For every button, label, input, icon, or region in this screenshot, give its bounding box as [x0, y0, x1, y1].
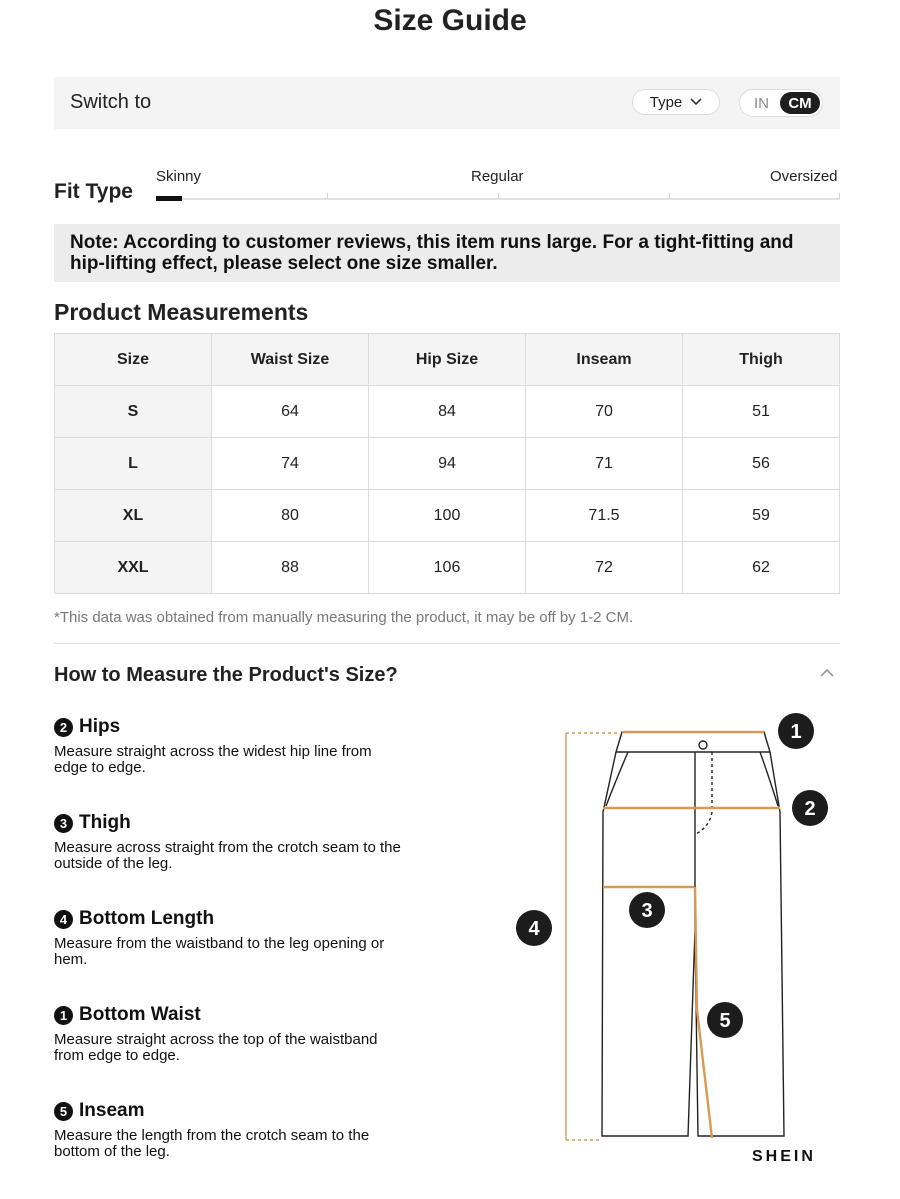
measurements-table: [54, 333, 840, 594]
header-waist: Waist Size: [212, 334, 369, 386]
size-cell: L: [55, 438, 212, 490]
hip-cell: 100: [369, 490, 526, 542]
left-pocket: [606, 752, 628, 806]
hip-cell: 84: [369, 386, 526, 438]
header-size: Size: [55, 334, 212, 386]
table-row: [55, 490, 840, 542]
inseam-cell: 71: [526, 438, 683, 490]
fit-scale-tick: [839, 193, 840, 199]
button: [699, 741, 707, 749]
measure-item-desc: Measure straight across the widest hip line from edge to edge.: [54, 743, 372, 776]
fit-scale-tick: [669, 193, 670, 199]
measurement-disclaimer: *This data was obtained from manually measuring the product, it may be off by 1-2 CM.: [54, 609, 634, 626]
chevron-down-icon: [690, 98, 702, 106]
header-inseam: Inseam: [526, 334, 683, 386]
measure-item-inseam: [54, 1100, 404, 1160]
section-divider: [54, 643, 840, 644]
table-row: [55, 542, 840, 594]
hip-cell: 106: [369, 542, 526, 594]
product-measurements-title: Product Measurements: [54, 299, 309, 325]
measure-item-title: Hips: [79, 716, 121, 737]
thigh-cell: 56: [683, 438, 840, 490]
page-title: Size Guide: [373, 4, 527, 37]
measure-item-desc: Measure straight across the top of the waistband from edge to edge.: [54, 1031, 378, 1064]
type-label: Type: [649, 93, 683, 111]
fit-scale-tick: [327, 193, 328, 199]
thigh-cell: 62: [683, 542, 840, 594]
waist-cell: 74: [212, 438, 369, 490]
fit-option-skinny[interactable]: Skinny: [156, 168, 202, 185]
marker-5: [707, 1002, 743, 1038]
pants-outline: [602, 752, 784, 1136]
number-badge: 2: [54, 718, 73, 737]
measure-item-desc: Measure across straight from the crotch seam to the outside of the leg.: [54, 839, 401, 872]
waist-cell: 64: [212, 386, 369, 438]
thigh-cell: 51: [683, 386, 840, 438]
hip-cell: 94: [369, 438, 526, 490]
inseam-cell: 72: [526, 542, 683, 594]
measure-item-bottom-length: [54, 908, 404, 968]
measure-item-hips: [54, 716, 404, 776]
waistband-outline: [616, 732, 770, 752]
header-thigh: Thigh: [683, 334, 840, 386]
size-cell: XXL: [55, 542, 212, 594]
fit-scale-tick: [498, 193, 499, 199]
number-badge: 5: [54, 1102, 73, 1121]
fit-note: Note: According to customer reviews, this item runs large. For a tight-fitting and hip-lifting effect, please select one size smaller.: [54, 224, 840, 282]
right-pocket: [760, 752, 778, 806]
measure-item-bottom-waist: [54, 1004, 404, 1064]
number-badge: 1: [54, 1006, 73, 1025]
table-row: [55, 438, 840, 490]
marker-label: 1: [790, 721, 802, 743]
measure-item-title: Thigh: [79, 812, 131, 833]
measure-item-thigh: [54, 812, 404, 872]
marker-label: 5: [719, 1010, 731, 1032]
number-badge: 4: [54, 910, 73, 929]
marker-label: 3: [641, 900, 653, 922]
fit-option-oversized[interactable]: Oversized: [770, 168, 838, 185]
how-to-measure-title[interactable]: How to Measure the Product's Size?: [54, 664, 398, 686]
unit-in-option[interactable]: IN: [754, 95, 769, 112]
thigh-cell: 59: [683, 490, 840, 542]
inseam-cell: 71.5: [526, 490, 683, 542]
inseam-cell: 70: [526, 386, 683, 438]
waist-cell: 88: [212, 542, 369, 594]
unit-toggle: [739, 89, 823, 117]
measure-item-title: Inseam: [79, 1100, 145, 1121]
measure-item-title: Bottom Length: [79, 908, 215, 929]
fit-option-regular[interactable]: Regular: [471, 168, 524, 185]
marker-label: 2: [804, 798, 816, 820]
unit-cm-option[interactable]: CM: [780, 92, 820, 114]
measure-item-desc: Measure the length from the crotch seam to the bottom of the leg.: [54, 1127, 370, 1160]
fit-type-label: Fit Type: [54, 180, 133, 203]
table-header-row: [55, 334, 840, 386]
switch-label: Switch to: [70, 91, 152, 113]
brand-logo: SHEIN: [752, 1148, 816, 1165]
marker-4: [516, 910, 552, 946]
unit-switch-bar: [54, 77, 840, 129]
marker-3: [629, 892, 665, 928]
header-hip: Hip Size: [369, 334, 526, 386]
marker-label: 4: [528, 918, 540, 940]
marker-2: [792, 790, 828, 826]
marker-1: [778, 713, 814, 749]
fit-selected-marker: [156, 196, 182, 201]
table-row: [55, 386, 840, 438]
waist-cell: 80: [212, 490, 369, 542]
chevron-up-icon[interactable]: [818, 666, 836, 680]
fly-stitch: [696, 752, 712, 834]
pants-measurement-diagram: [505, 710, 845, 1180]
size-cell: XL: [55, 490, 212, 542]
size-cell: S: [55, 386, 212, 438]
number-badge: 3: [54, 814, 73, 833]
measure-item-title: Bottom Waist: [79, 1004, 201, 1025]
measure-item-desc: Measure from the waistband to the leg opening or hem.: [54, 935, 385, 968]
type-dropdown[interactable]: [632, 89, 720, 115]
